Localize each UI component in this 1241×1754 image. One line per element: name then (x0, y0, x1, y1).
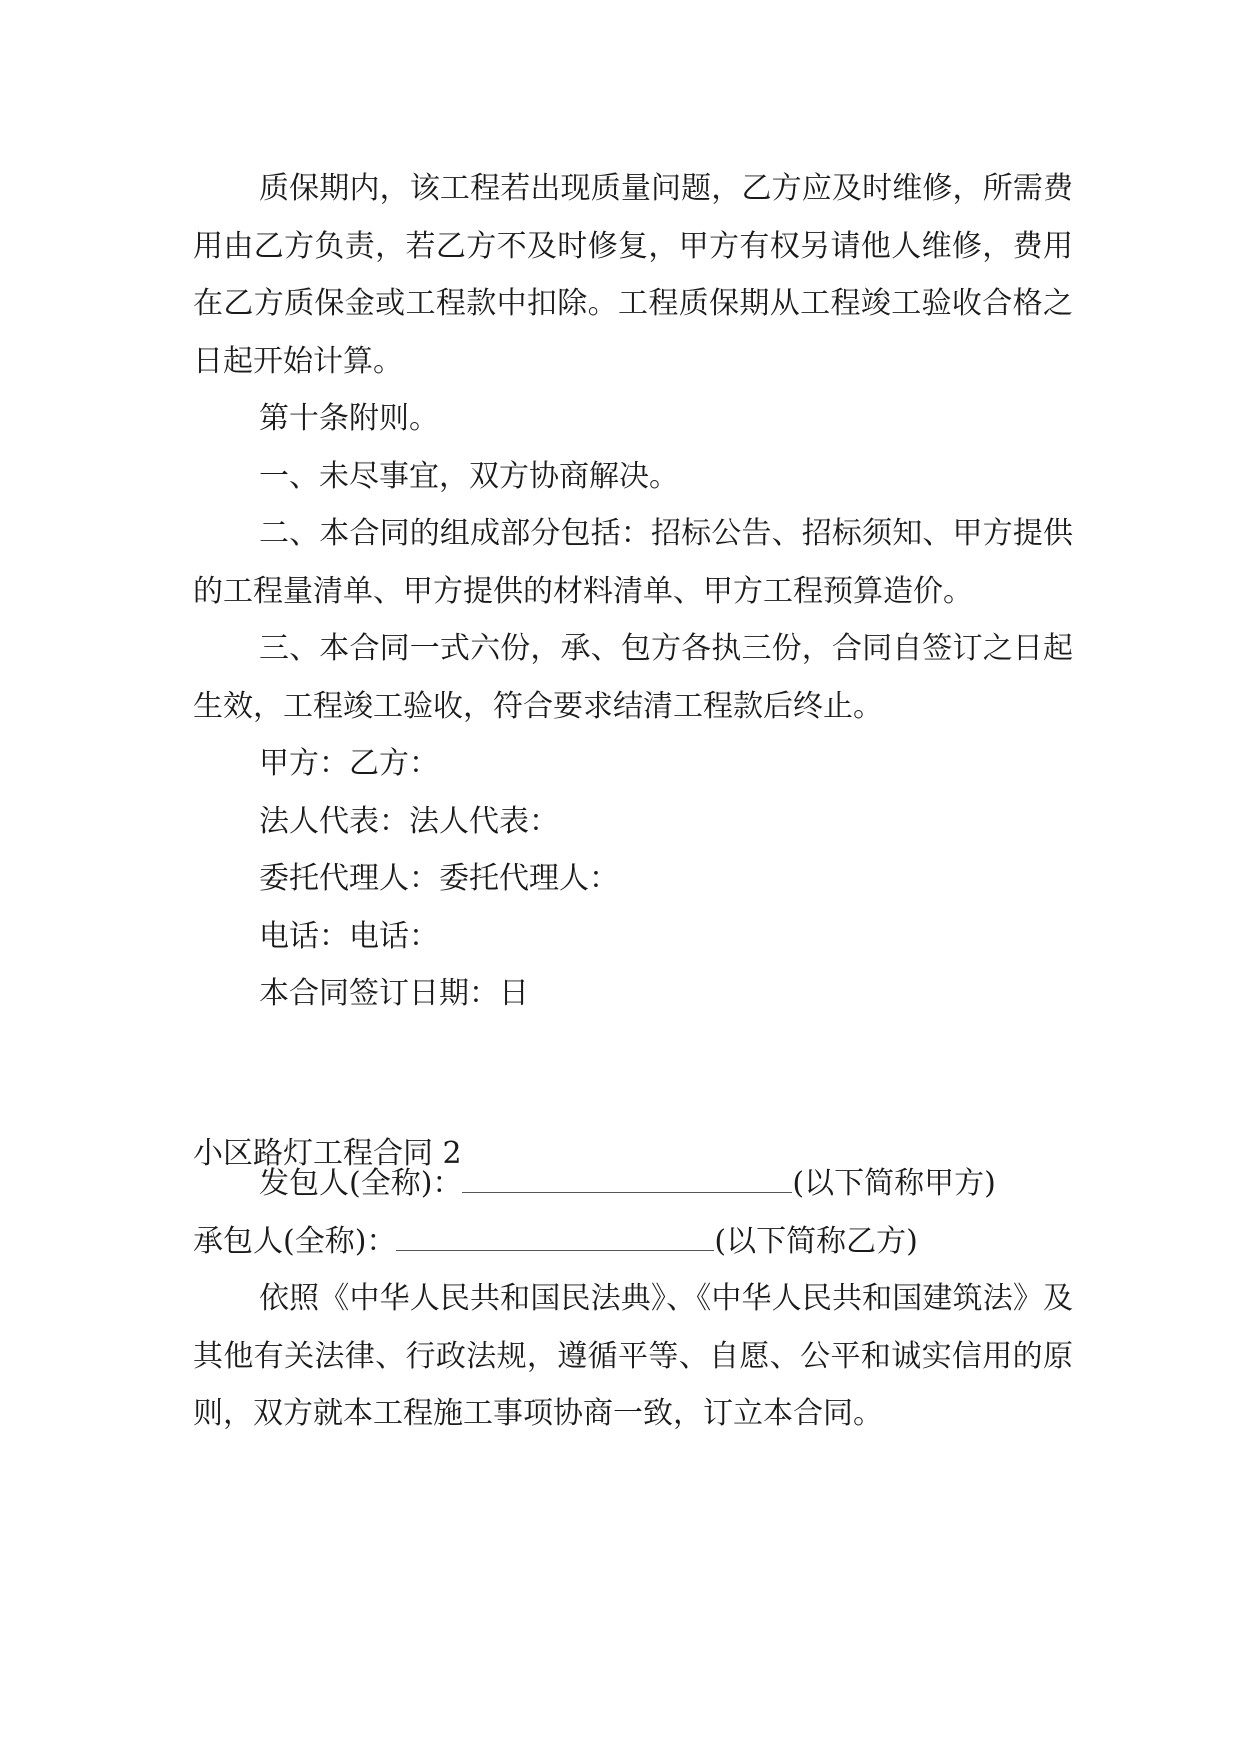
party-a-suffix: (以下简称甲方) (792, 1166, 996, 1201)
warranty-paragraph: 质保期内，该工程若出现质量问题，乙方应及时维修，所需费用由乙方负责，若乙方不及时修复，甲方有权另请他人维修，费用在乙方质保金或工程款中扣除。工程质保期从工程竣工验收合格之日起开始计算。 (193, 171, 1073, 379)
contract-text-block-1 (193, 160, 1073, 1023)
clause-one: 一、未尽事宜，双方协商解决。 (259, 458, 679, 494)
party-b-blank[interactable] (396, 1218, 714, 1251)
party-a-label: 发包人(全称)： (259, 1166, 463, 1201)
party-b-line (193, 1213, 1073, 1271)
clause-two: 二、本合同的组成部分包括：招标公告、招标须知、甲方提供的工程量清单、甲方提供的材料清单、甲方工程预算造价。 (193, 516, 1073, 609)
contract-text-block-2 (193, 1155, 1073, 1443)
signature-parties: 甲方：乙方： (259, 746, 439, 781)
contract-2-title: 小区路灯工程合同 2 (193, 1136, 462, 1171)
party-a-line (193, 1155, 1073, 1213)
intro-paragraph: 依照《中华人民共和国民法典》、《中华人民共和国建筑法》及其他有关法律、行政法规，遵循平等、自愿、公平和诚实信用的原则，双方就本工程施工事项协商一致，订立本合同。 (193, 1281, 1073, 1431)
signature-date: 本合同签订日期：日 (259, 976, 529, 1011)
party-b-suffix: (以下简称乙方) (714, 1223, 918, 1259)
party-a-blank[interactable] (462, 1161, 792, 1194)
article-ten-heading: 第十条附则。 (259, 401, 439, 436)
signature-phone: 电话：电话： (259, 918, 439, 954)
clause-three: 三、本合同一式六份，承、包方各执三份，合同自签订之日起生效，工程竣工验收，符合要求结清工程款后终止。 (193, 631, 1073, 724)
signature-agent: 委托代理人：委托代理人： (259, 861, 619, 896)
signature-legal-rep: 法人代表：法人代表： (259, 803, 559, 839)
party-b-label: 承包人(全称)： (193, 1223, 397, 1259)
